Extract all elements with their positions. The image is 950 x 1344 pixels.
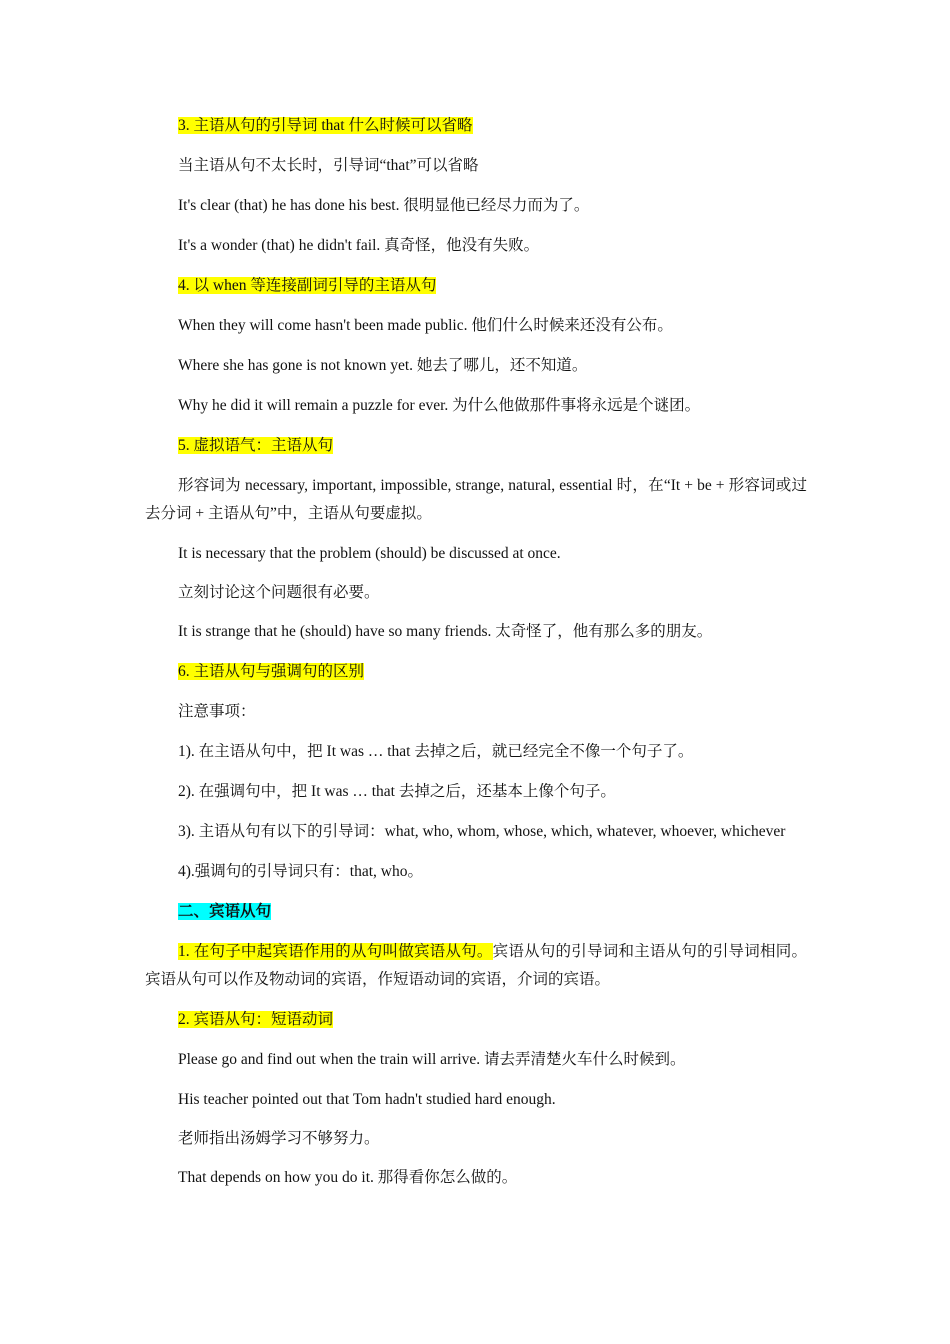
highlighted-definition: 1. 在句子中起宾语作用的从句叫做宾语从句。 — [178, 943, 493, 960]
heading-3-text: 3. 主语从句的引导词 that 什么时候可以省略 — [178, 117, 473, 134]
paragraph: Please go and find out when the train will arrive. 请去弄清楚火车什么时候到。 — [178, 1051, 686, 1068]
paragraph: 当主语从句不太长时，引导词“that”可以省略 — [178, 157, 479, 174]
paragraph: 老师指出汤姆学习不够努力。 — [178, 1130, 380, 1147]
heading-4 — [145, 272, 807, 300]
paragraph: 3). 主语从句有以下的引导词：what, who, whom, whose, which, whatever, whoever, whichever — [178, 823, 786, 840]
paragraph: His teacher pointed out that Tom hadn't studied hard enough. — [178, 1091, 556, 1108]
heading-6 — [145, 658, 807, 686]
paragraph: 注意事项： — [178, 703, 256, 720]
paragraph: It is necessary that the problem (should) be discussed at once. — [178, 545, 561, 562]
paragraph: 1). 在主语从句中，把 It was … that 去掉之后，就已经完全不像一个句子了。 — [178, 743, 694, 760]
heading-6-text: 6. 主语从句与强调句的区别 — [178, 663, 365, 680]
section-heading-text: 二、宾语从句 — [178, 903, 272, 920]
paragraph: 立刻讨论这个问题很有必要。 — [178, 584, 380, 601]
paragraph: When they will come hasn't been made public. 他们什么时候来还没有公布。 — [178, 317, 673, 334]
paragraph: That depends on how you do it. 那得看你怎么做的。 — [178, 1169, 518, 1186]
definition-rest: 宾语从句的引导词和主语从句的引导词相同。宾语从句可以作及物动词的宾语，作短语动词的宾语，介词的宾语。 — [145, 943, 807, 988]
heading-s2-2 — [145, 1006, 807, 1034]
heading-5-text: 5. 虚拟语气：主语从句 — [178, 437, 334, 454]
paragraph: It's clear (that) he has done his best. 很明显他已经尽力而为了。 — [178, 197, 590, 214]
heading-4-text: 4. 以 when 等连接副词引导的主语从句 — [178, 277, 437, 294]
paragraph: It's a wonder (that) he didn't fail. 真奇怪，他没有失败。 — [178, 237, 540, 254]
paragraph: 2). 在强调句中，把 It was … that 去掉之后，还基本上像个句子。 — [178, 783, 616, 800]
document-body — [145, 112, 807, 1204]
paragraph — [145, 938, 807, 994]
paragraph: It is strange that he (should) have so many friends. 太奇怪了，他有那么多的朋友。 — [178, 623, 713, 640]
paragraph: 4).强调句的引导词只有：that, who。 — [178, 863, 423, 880]
paragraph: Why he did it will remain a puzzle for ever. 为什么他做那件事将永远是个谜团。 — [178, 397, 701, 414]
paragraph: 形容词为 necessary, important, impossible, strange, natural, essential 时，在“It + be + 形容词或过去分词 + 主语从句”中，主语从句要虚拟。 — [145, 477, 807, 522]
heading-3 — [145, 112, 807, 140]
paragraph: Where she has gone is not known yet. 她去了哪儿，还不知道。 — [178, 357, 588, 374]
heading-5 — [145, 432, 807, 460]
section-heading — [145, 898, 807, 926]
heading-s2-2-text: 2. 宾语从句：短语动词 — [178, 1011, 334, 1028]
